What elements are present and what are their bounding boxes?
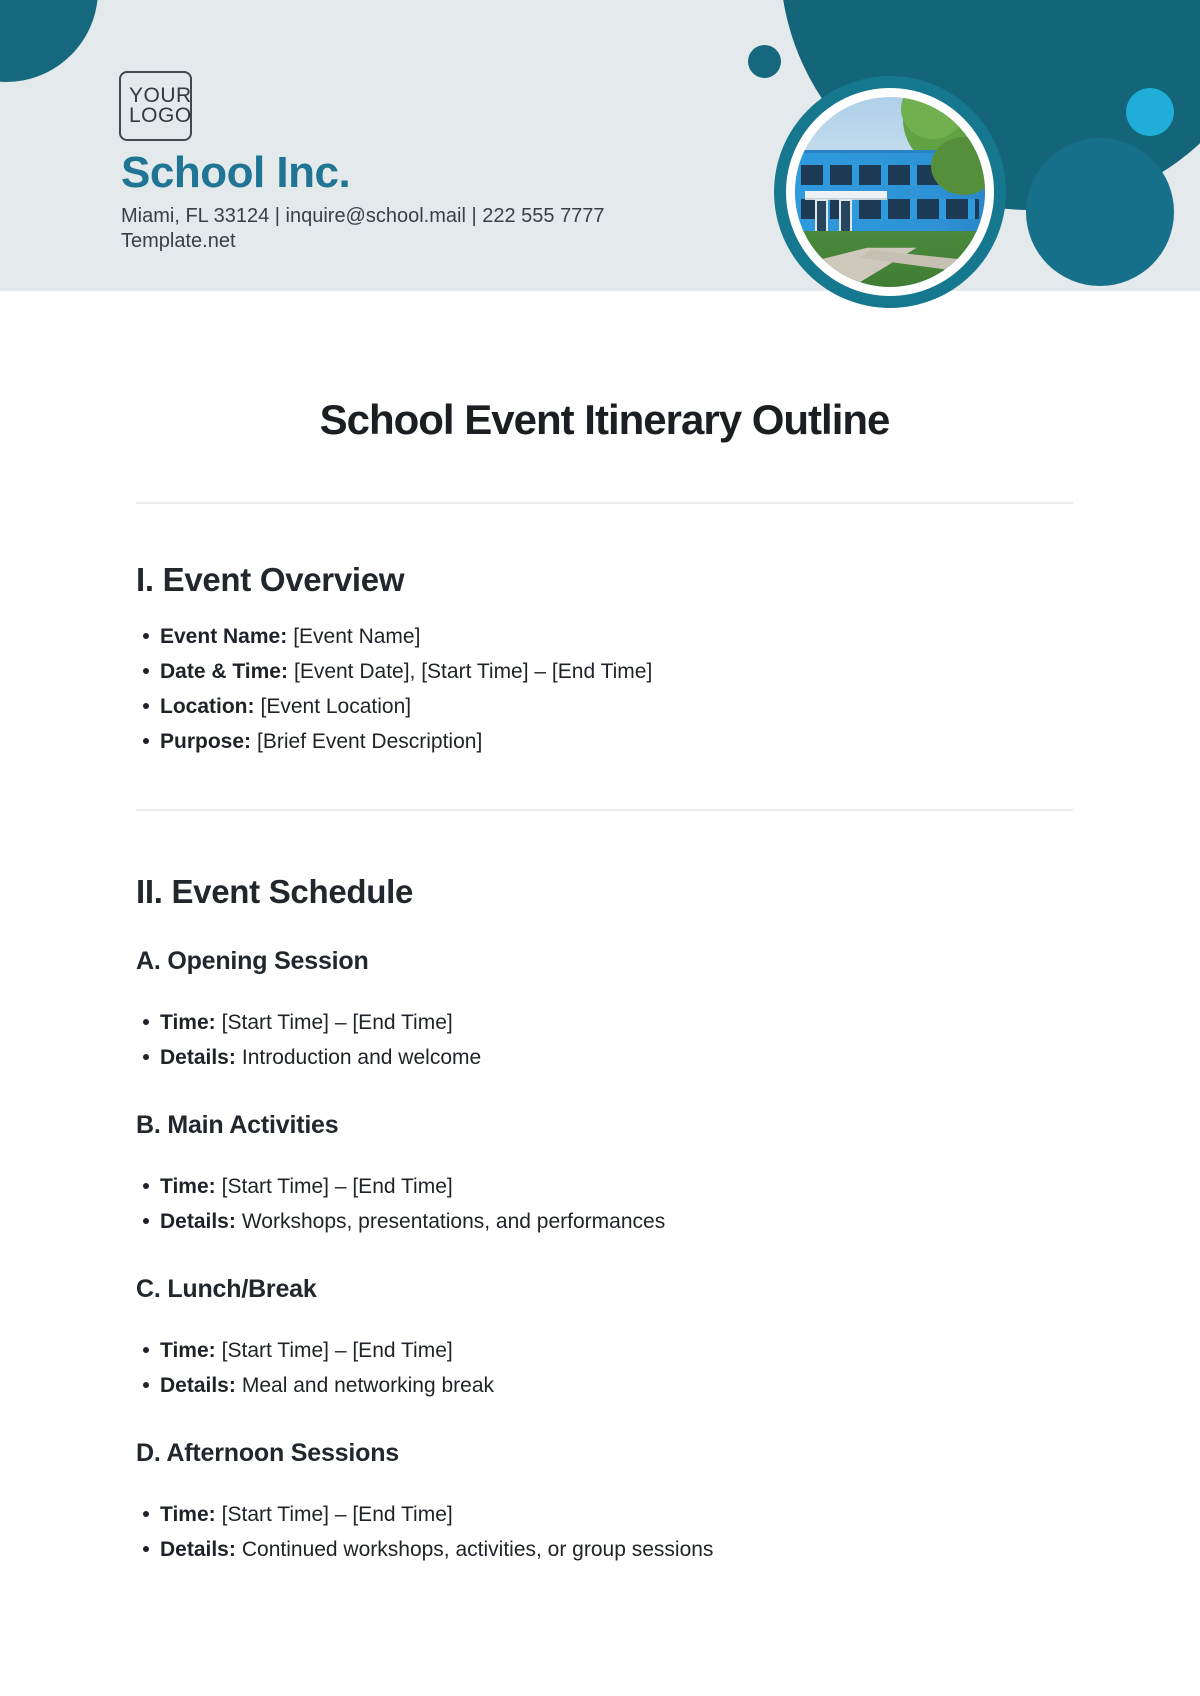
decor-circle-medium-right [1026,138,1174,286]
subsection-bullet-list [136,1012,1073,1068]
website-line: Template.net [121,230,236,252]
bullet-label: Time: [160,1339,216,1362]
overview-bullet-list [136,626,1073,752]
list-item [136,731,1073,752]
divider [136,809,1073,811]
subsection-heading: C. Lunch/Break [136,1275,317,1303]
contact-line: Miami, FL 33124 | inquire@school.mail | 222 555 7777 [121,205,605,227]
subsection-main-activities [136,1110,1073,1232]
subsection-lunch-break [136,1274,1073,1396]
bullet-label: Details: [160,1046,236,1069]
school-photo-frame [774,76,1006,308]
entrance-door-shape [815,199,828,233]
bullet-label: Details: [160,1210,236,1233]
subsection-heading: B. Main Activities [136,1111,339,1139]
bullet-value: [Event Name] [293,625,421,648]
bullet-label: Purpose: [160,730,252,753]
school-photo-image [795,97,985,287]
list-item [136,1539,1073,1560]
bullet-value: [Event Date], [Start Time] – [End Time] [293,660,653,683]
subsection-bullet-list [136,1504,1073,1560]
company-name: School Inc. [121,148,351,197]
entrance-door-shape [839,199,852,233]
subsection-bullet-list [136,1176,1073,1232]
subsection-heading: A. Opening Session [136,947,369,975]
section-heading-overview: I. Event Overview [136,561,405,598]
logo-text-line2: LOGO [129,104,192,127]
bullet-value: Continued workshops, activities, or group sessions [241,1538,714,1561]
subsection-afternoon-sessions [136,1438,1073,1560]
bullet-label: Time: [160,1175,216,1198]
subsection-heading: D. Afternoon Sessions [136,1439,399,1467]
list-item [136,661,1073,682]
document-body [0,395,1200,1560]
list-item [136,1012,1073,1033]
bullet-value: [Start Time] – [End Time] [221,1503,453,1526]
bullet-value: Workshops, presentations, and performances [241,1210,666,1233]
bullet-value: [Start Time] – [End Time] [221,1339,453,1362]
subsection-opening-session [136,946,1073,1068]
bullet-label: Location: [160,695,255,718]
list-item [136,696,1073,717]
bullet-value: [Brief Event Description] [257,730,483,753]
entrance-canopy-shape [805,191,887,198]
bullet-value: Introduction and welcome [241,1046,482,1069]
list-item [136,1504,1073,1525]
list-item [136,626,1073,647]
school-photo-inner-ring [786,88,994,296]
subsection-bullet-list [136,1340,1073,1396]
list-item [136,1047,1073,1068]
bullet-value: [Start Time] – [End Time] [221,1011,453,1034]
bullet-label: Date & Time: [160,660,288,683]
bullet-label: Details: [160,1538,236,1561]
header-band [0,0,1200,291]
page-title: School Event Itinerary Outline [319,396,890,443]
list-item [136,1340,1073,1361]
section-heading-schedule: II. Event Schedule [136,873,414,910]
bullet-value: Meal and networking break [241,1374,495,1397]
bullet-value: [Start Time] – [End Time] [221,1175,453,1198]
bullet-value: [Event Location] [260,695,412,718]
logo-placeholder-box [119,71,192,141]
list-item [136,1176,1073,1197]
decor-circle-small-dot [748,45,781,78]
decor-circle-top-left [0,0,98,82]
list-item [136,1211,1073,1232]
bullet-label: Time: [160,1011,216,1034]
decor-circle-bright-blue [1126,88,1174,136]
list-item [136,1375,1073,1396]
bullet-label: Details: [160,1374,236,1397]
logo-text-line1: YOUR [129,84,192,107]
divider [136,502,1073,504]
bullet-label: Time: [160,1503,216,1526]
bullet-label: Event Name: [160,625,288,648]
contact-block [121,204,605,254]
